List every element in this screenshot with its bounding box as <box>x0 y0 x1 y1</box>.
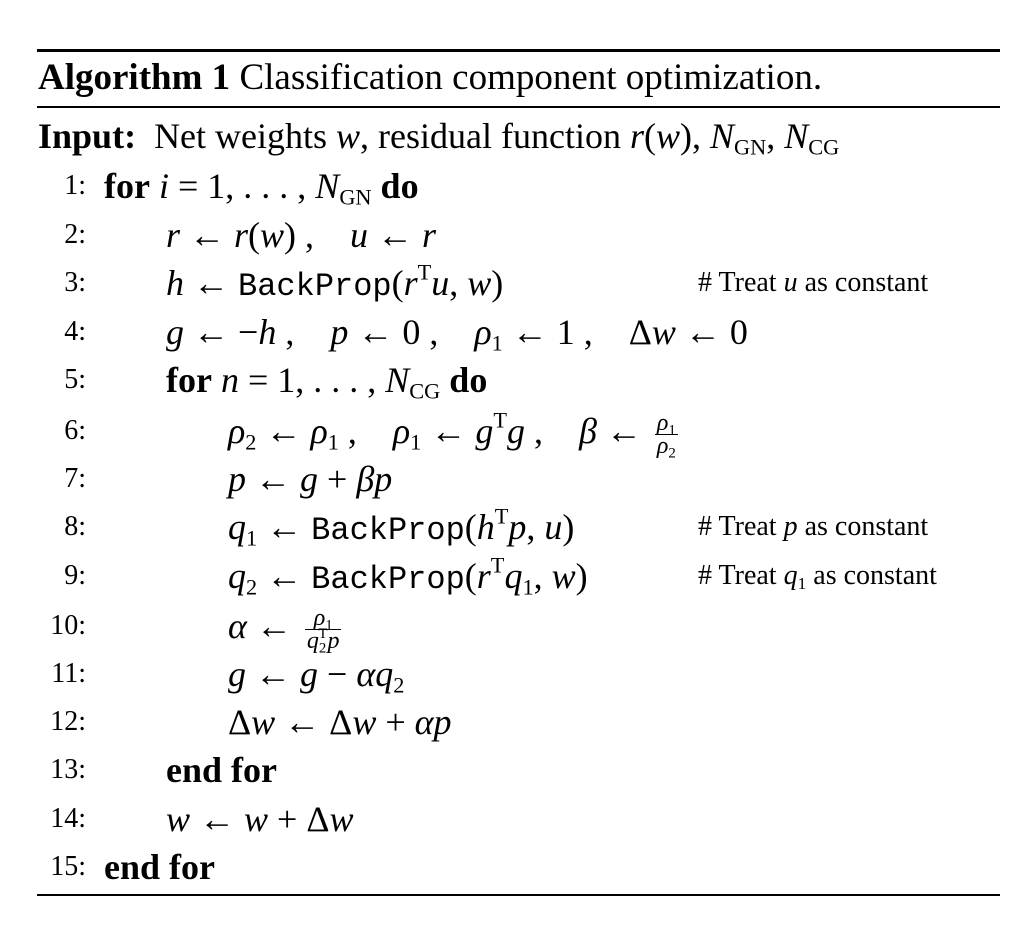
algorithm-line-6 <box>0 407 1032 462</box>
line-number: 10: <box>50 610 86 641</box>
algorithm-line-7 <box>0 455 1032 503</box>
line-code: $q_2$ ← $BackProp(r^Tq_1$, w) <box>228 552 588 600</box>
fraction: $\frac{\rho_1}{\rho_2}$ <box>656 410 676 462</box>
line-number: 5: <box>64 364 86 395</box>
line-number: 2: <box>64 219 86 250</box>
line-number: 15: <box>50 851 86 882</box>
input-label: Input: <box>38 116 137 156</box>
algorithm-line-15 <box>0 843 1032 891</box>
algorithm-line-5 <box>0 356 1032 404</box>
line-number: 11: <box>51 658 86 689</box>
line-code: r ← r(w) , u ← r <box>166 215 437 255</box>
line-number: 13: <box>50 754 86 785</box>
keyword-for: for <box>104 166 150 206</box>
line-code: for i = 1, . . . , $N_{GN}$ do <box>104 166 419 210</box>
function-backprop: BackProp <box>238 268 392 305</box>
fraction: $\frac{\rho_1}{q_2^Tp}$ <box>306 605 340 657</box>
keyword-do: do <box>380 166 419 206</box>
line-number: 3: <box>64 267 86 298</box>
line-code: g ← $g - \alpha q_2$ <box>228 654 405 698</box>
line-code: p ← g + βp <box>228 459 393 499</box>
keyword-end-for: end for <box>104 847 215 887</box>
function-backprop: BackProp <box>311 512 465 549</box>
algorithm-title: Classification component optimization. <box>239 57 823 98</box>
line-number: 8: <box>64 511 86 542</box>
line-code: α ← $\frac{\rho_1}{q_2^Tp}$ <box>228 605 340 657</box>
keyword-do: do <box>449 360 488 400</box>
algorithm-line-8 <box>0 503 1032 551</box>
bottom-rule <box>37 894 1000 896</box>
line-code <box>104 843 215 891</box>
keyword-end-for: end for <box>166 750 277 790</box>
algorithm-line-12 <box>0 698 1032 746</box>
algorithm-line-14 <box>0 795 1032 843</box>
input-text: Net weights w, residual function r(w), $N_{GN}$, $N_{CG}$ <box>145 116 840 160</box>
algorithm-line-10 <box>0 602 1032 657</box>
line-number: 14: <box>50 803 86 834</box>
line-number: 4: <box>64 316 86 347</box>
line-number: 6: <box>64 415 86 446</box>
line-code: $\rho_2$ ← $\rho_1$ , $\rho_1$ ← $g^Tg$ , β ← $\frac{\rho_1}{\rho_2}$ <box>228 407 676 462</box>
algorithm-line-2 <box>0 211 1032 259</box>
algorithm-line-13 <box>0 746 1032 794</box>
line-code: Δw ← Δw + αp <box>228 702 452 742</box>
comment: # Treat $q_1$ as constant <box>698 560 937 594</box>
comment: # Treat p as constant <box>698 511 929 542</box>
line-code: for n = 1, . . . , $N_{CG}$ do <box>166 360 488 404</box>
algorithm-line-4 <box>0 308 1032 356</box>
line-code: h ← $BackProp(r^Tu$, w) <box>166 259 504 305</box>
line-code: g ← −h , p ← 0 , $\rho_1$ ← 1 , Δw ← 0 <box>166 312 748 356</box>
caption-rule <box>37 106 1000 108</box>
keyword-for: for <box>166 360 212 400</box>
line-code: w ← w + Δw <box>166 799 354 839</box>
algorithm-line-1 <box>0 162 1032 210</box>
input-line <box>38 112 839 160</box>
algorithm-line-9 <box>0 552 1032 600</box>
line-number: 9: <box>64 560 86 591</box>
comment: # Treat u as constant <box>698 267 929 298</box>
line-number: 7: <box>64 463 86 494</box>
top-rule <box>37 49 1000 52</box>
function-backprop: BackProp <box>311 561 465 598</box>
line-number: 12: <box>50 706 86 737</box>
algorithm-line-3 <box>0 259 1032 307</box>
line-code <box>166 746 277 794</box>
line-code: $q_1$ ← $BackProp(h^Tp$, u) <box>228 503 575 551</box>
algorithm-line-11 <box>0 650 1032 698</box>
line-number: 1: <box>64 170 86 201</box>
algorithm-caption <box>38 56 822 100</box>
algorithm-label: Algorithm 1 <box>38 57 231 98</box>
